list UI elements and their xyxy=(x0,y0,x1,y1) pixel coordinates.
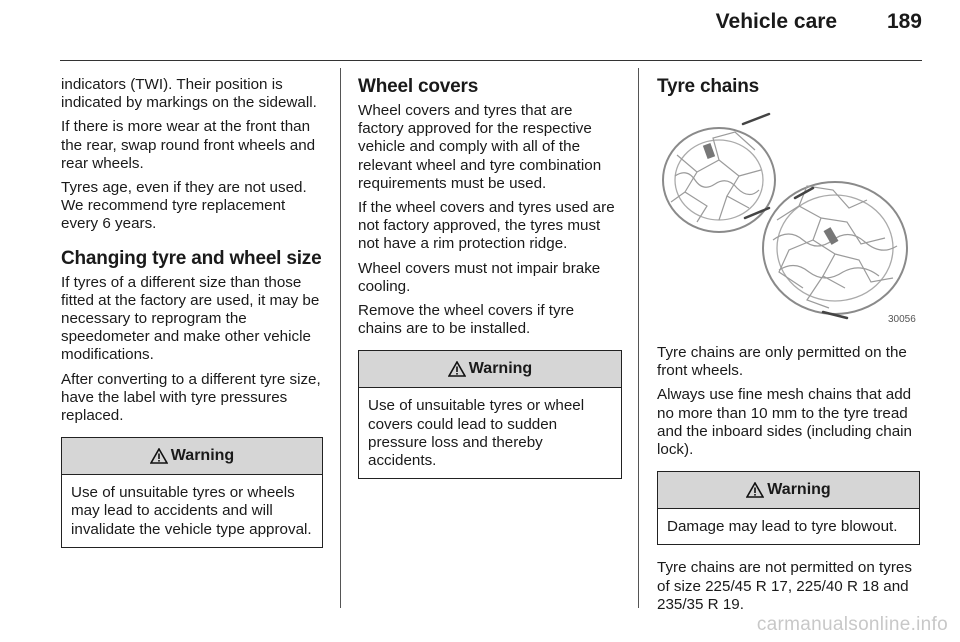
paragraph-twi: indicators (TWI). Their position is indicated by markings on the sidewall. xyxy=(61,76,317,112)
page-header xyxy=(716,10,922,34)
column-3 xyxy=(657,76,920,620)
tyre-chains-illustration xyxy=(657,110,920,330)
paragraph-remove-covers: Remove the wheel covers if tyre chains are to be installed. xyxy=(358,302,575,338)
warning-header xyxy=(62,438,322,475)
paragraph-swap-wheels: If there is more wear at the front than the rear, swap round front wheels and rear wheels. xyxy=(61,118,316,172)
watermark: carmanualsonline.info xyxy=(756,614,948,635)
paragraph-front-wheels: Tyre chains are only permitted on the front wheels. xyxy=(657,344,907,380)
paragraph-tyre-age: Tyres age, even if they are not used. We recommend tyre replacement every 6 years. xyxy=(61,179,307,233)
column-divider-1 xyxy=(340,68,341,608)
paragraph-label: After converting to a different tyre size, have the label with tyre pressures replaced. xyxy=(61,370,321,425)
paragraph-different-size: If tyres of a different size than those fitted at the factory are used, it may be necessary to reprogram the speedometer and make other vehicle modifications. xyxy=(61,273,320,364)
heading-tyre-chains: Tyre chains xyxy=(657,76,759,97)
section-title: Vehicle care xyxy=(715,10,838,33)
heading-wheel-covers: Wheel covers xyxy=(358,76,479,97)
warning-triangle-icon xyxy=(746,482,764,498)
warning-triangle-icon xyxy=(448,361,466,377)
warning-text: Use of unsuitable tyres or wheel covers could lead to sudden pressure loss and thereby accidents. xyxy=(368,397,585,470)
warning-title: Warning xyxy=(468,360,533,378)
warning-title: Warning xyxy=(767,481,831,499)
heading-changing-size: Changing tyre and wheel size xyxy=(61,247,322,269)
warning-box-2 xyxy=(358,350,622,479)
paragraph-not-permitted-sizes: Tyre chains are not permitted on tyres of size 225/45 R 17, 225/40 R 18 and 235/35 R 19. xyxy=(657,559,912,613)
warning-header xyxy=(359,351,621,388)
warning-text: Damage may lead to tyre blowout. xyxy=(667,518,898,536)
page-number: 189 xyxy=(886,10,922,33)
header-rule xyxy=(60,60,922,61)
warning-title: Warning xyxy=(170,447,235,465)
warning-text: Use of unsuitable tyres or wheels may lead to accidents and will invalidate the vehicle type approval. xyxy=(71,484,312,538)
warning-triangle-icon xyxy=(150,448,168,464)
paragraph-rim-protection: If the wheel covers and tyres used are not factory approved, the tyres must not have a rim protection ridge. xyxy=(358,199,615,253)
column-2 xyxy=(358,76,622,479)
warning-header xyxy=(658,472,919,509)
warning-box-1 xyxy=(61,437,323,548)
column-divider-2 xyxy=(638,68,639,608)
column-1 xyxy=(61,76,323,548)
paragraph-brake-cooling: Wheel covers must not impair brake cooling. xyxy=(358,259,601,295)
paragraph-fine-mesh: Always use fine mesh chains that add no more than 10 mm to the tyre tread and the inboard sides (including chain lock). xyxy=(657,386,912,459)
image-code: 30056 xyxy=(888,314,916,325)
paragraph-approved-covers: Wheel covers and tyres that are factory approved for the respective vehicle and comply with all of the relevant wheel and tyre combination requirements must be used. xyxy=(358,102,602,192)
warning-box-3 xyxy=(657,471,920,545)
